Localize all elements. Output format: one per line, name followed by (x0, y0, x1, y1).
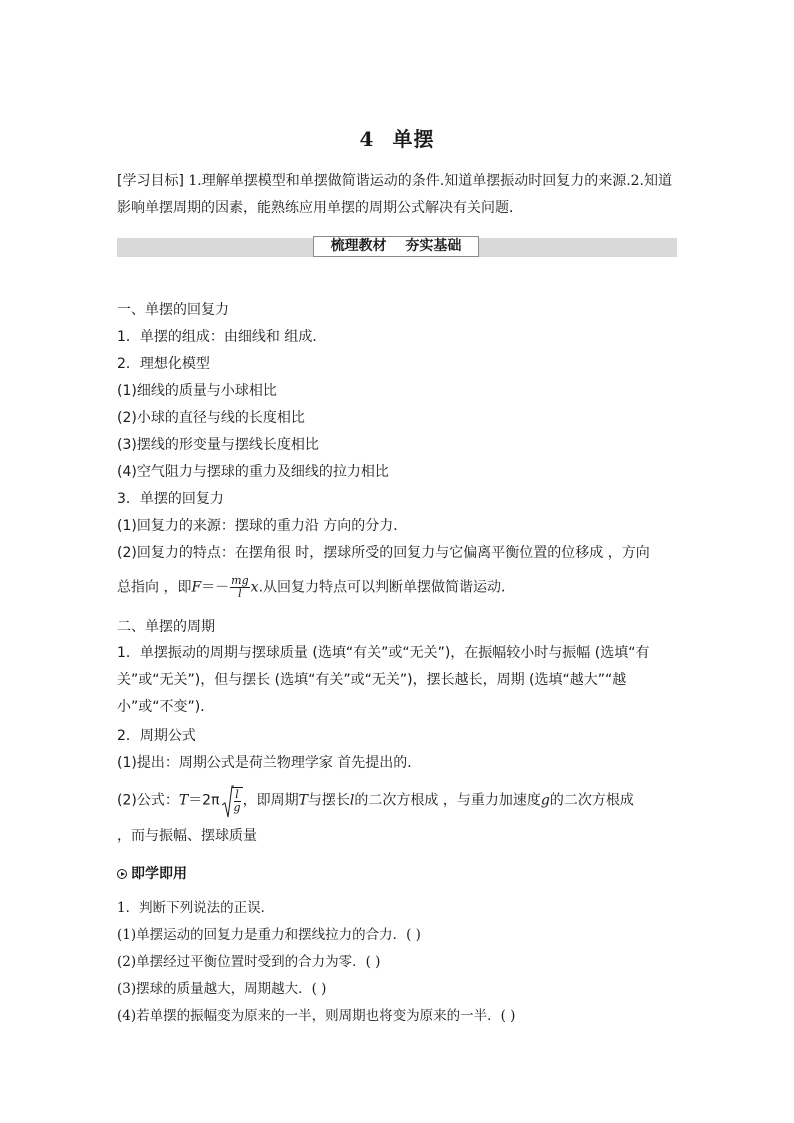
s1-line-4: (2)小球的直径与线的长度相比 (117, 410, 305, 426)
practice-heading (117, 864, 187, 884)
s1-line-2: 2．理想化模型 (117, 356, 210, 372)
force-symbol: F (191, 579, 202, 596)
period-symbol-2: T (298, 792, 308, 809)
s2-paragraph-1: 1．单摆振动的周期与摆球质量 (选填“有关”或“无关”)，在振幅较小时与振幅 (选填“有关”或“无关”)，但与摆长 (选填“有关”或“无关”)，摆长越长，周期 (选填“越大”“越小”或“不变”)． (117, 645, 650, 715)
period-numerator: l (235, 788, 239, 801)
section2-heading: 二、单摆的周期 (117, 619, 215, 635)
formula-eq: ＝2π (188, 792, 220, 809)
sqrt-sign (222, 785, 234, 819)
play-circle-icon (117, 869, 127, 879)
learning-objectives (117, 168, 677, 222)
s1-line-6: (4)空气阻力与摆球的重力及细线的拉力相比 (117, 464, 389, 480)
s1-line-7: 3．单摆的回复力 (117, 491, 224, 507)
s2-line-5: ，而与振幅、摆球质量 (117, 828, 257, 844)
s1-line-9: (2)回复力的特点：在摆角很 时，摆球所受的回复力与它偏离平衡位置的位移成 ，方向 (117, 545, 650, 561)
s2-line-3: (1)提出：周期公式是荷兰物理学家 首先提出的． (117, 755, 422, 771)
statement-4: (4)若单摆的振幅变为原来的一半，则周期也将变为原来的一半．( ) (117, 1008, 516, 1024)
title-text: 单摆 (392, 127, 435, 151)
practice-question: 1．判断下列说法的正误． (117, 900, 275, 916)
objectives-tag: [学习目标] (117, 173, 184, 189)
sqrt-expression (222, 787, 243, 814)
formula-text-1: ，即周期 (242, 792, 299, 809)
formula-text-3: 的二次方根成 ，与重力加速度 (354, 792, 541, 809)
s1-line-5: (3)摆线的形变量与摆线长度相比 (117, 437, 319, 453)
s1-l10-start: 总指向 ，即 (117, 579, 192, 596)
length-symbol: l (349, 792, 355, 809)
force-eq: ＝－ (201, 579, 230, 596)
restoring-fraction (230, 575, 249, 600)
period-denominator: g (233, 801, 241, 814)
fraction-numerator: mg (231, 574, 249, 587)
s2-line-2: 2．周期公式 (117, 728, 196, 744)
period-symbol: T (178, 792, 189, 809)
s1-line-1: 1．单摆的组成：由细线和 组成． (117, 329, 327, 345)
section-banner (117, 238, 677, 257)
fraction-denominator: l (238, 587, 242, 600)
s2-line-4 (117, 787, 634, 814)
formula-label: (2)公式： (117, 792, 179, 809)
section1-heading: 一、单摆的回复力 (117, 302, 229, 318)
title-number: 4 (359, 127, 375, 151)
statement-3: (3)摆球的质量越大，周期越大．( ) (117, 981, 327, 997)
statement-2: (2)单摆经过平衡位置时受到的合力为零．( ) (117, 954, 381, 970)
gravity-symbol: g (540, 792, 550, 809)
statement-1: (1)单摆运动的回复力是重力和摆线拉力的合力．( ) (117, 927, 421, 943)
s1-line-8: (1)回复力的来源：摆球的重力沿 方向的分力． (117, 518, 408, 534)
formula-text-2: 与摆长 (307, 792, 350, 809)
s1-line-10 (117, 575, 515, 600)
objectives-text: 1.理解单摆模型和单摆做简谐运动的条件.知道单摆振动时回复力的来源.2.知道影响单摆周期的因素，能熟练应用单摆的周期公式解决有关问题． (117, 173, 673, 216)
s1-line-3: (1)细线的质量与小球相比 (117, 383, 277, 399)
displacement-symbol: x (250, 579, 259, 596)
page-title (0, 123, 794, 152)
s1-l10-end: .从回复力特点可以判断单摆做简谐运动． (258, 579, 516, 596)
formula-text-4: 的二次方根成 (549, 792, 634, 809)
banner-label: 梳理教材 夯实基础 (313, 236, 479, 257)
practice-heading-text: 即学即用 (131, 866, 187, 882)
